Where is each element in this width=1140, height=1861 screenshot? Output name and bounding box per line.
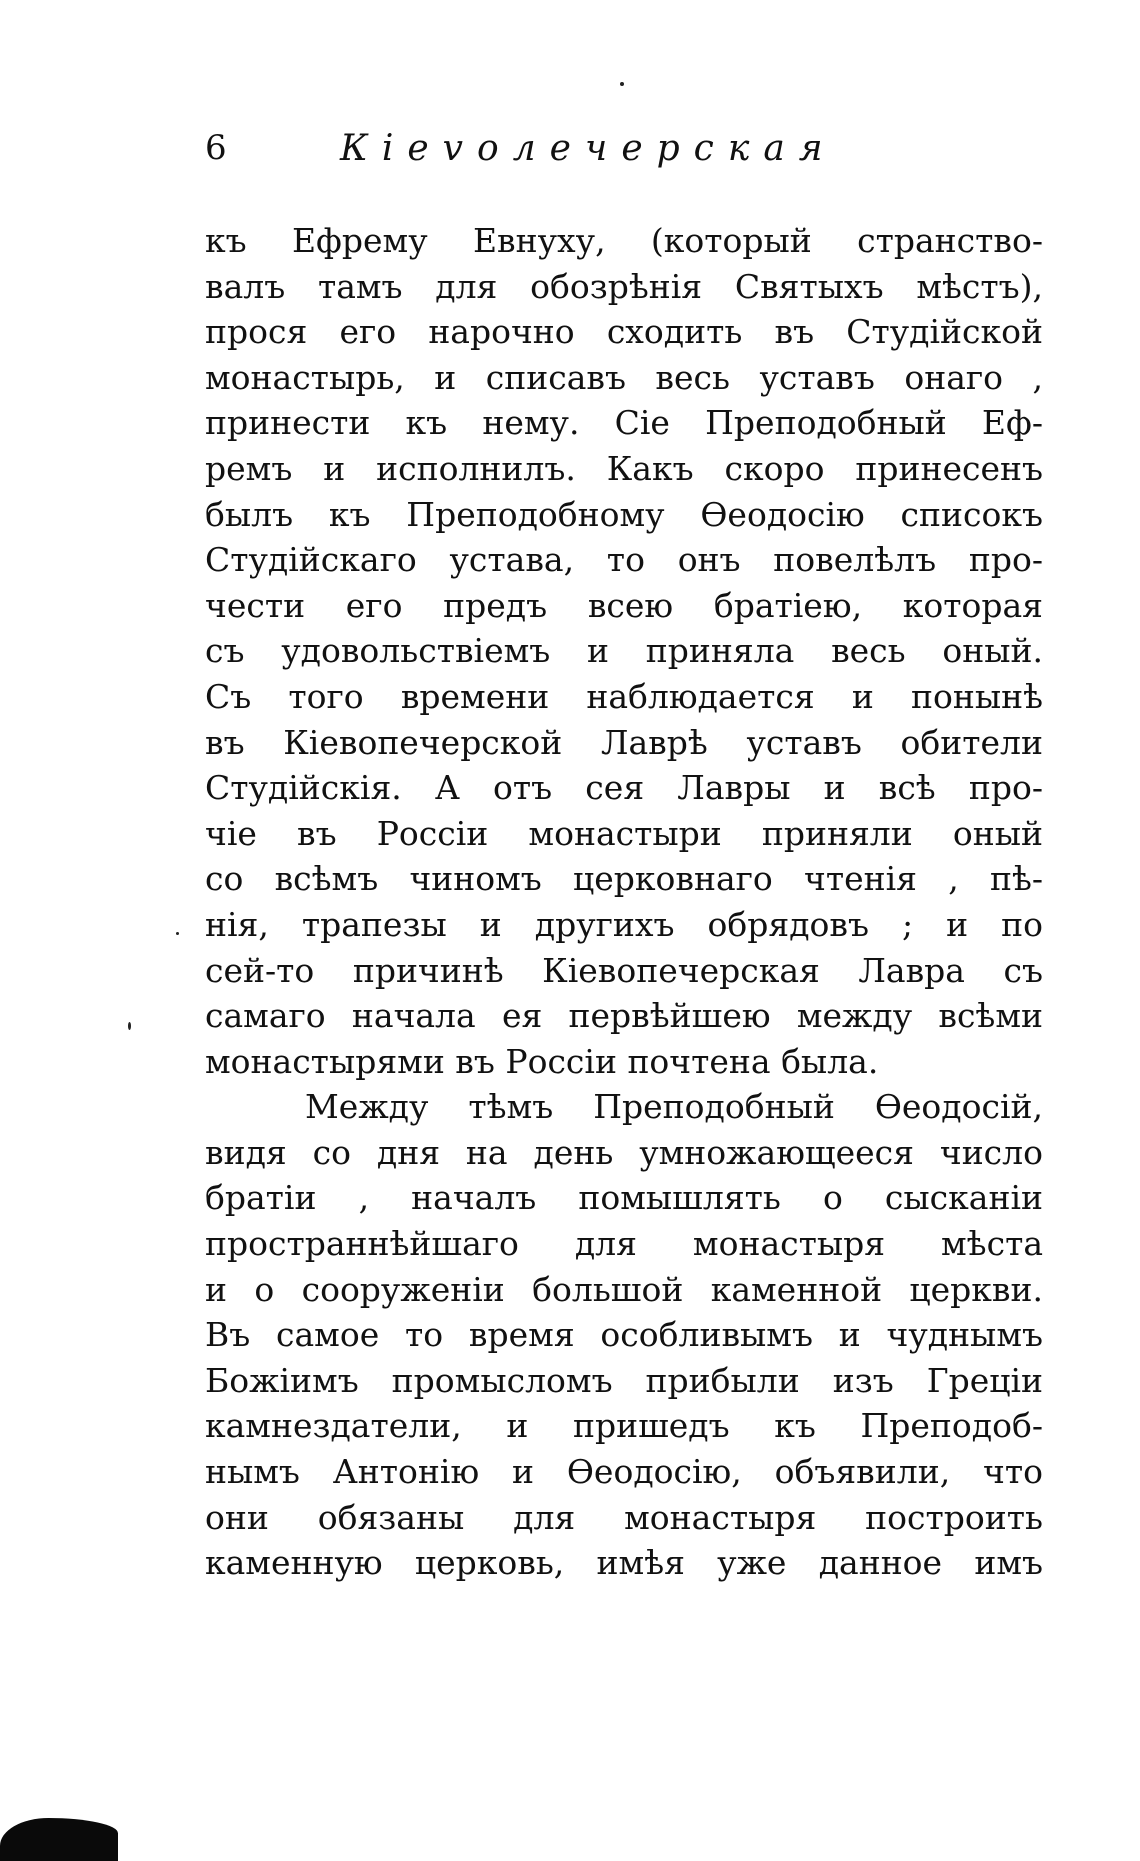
ink-speck — [176, 932, 179, 935]
text-line: нымъ Антонію и Ѳеодосію, объявили, что — [205, 1452, 1043, 1492]
text-line: они обязаны для монастыря построить — [205, 1497, 1043, 1537]
text-line: прося его нарочно сходить въ Студійской — [205, 312, 1043, 352]
text-line: нія, трапезы и другихъ обрядовъ ; и по — [205, 904, 1043, 944]
text-line: Студійскаго устава, то онъ повелѣлъ про- — [205, 540, 1043, 580]
text-line: въ Кіевопечерской Лаврѣ уставъ обители — [205, 722, 1043, 762]
text-line: ремъ и исполнилъ. Какъ скоро принесенъ — [205, 448, 1043, 488]
page-header — [205, 128, 1085, 178]
text-line: Съ того времени наблюдается и понынѣ — [205, 676, 1043, 716]
text-line: былъ къ Преподобному Ѳеодосію списокъ — [205, 494, 1043, 534]
text-line: братіи , началъ помышлять о сысканіи — [205, 1178, 1043, 1218]
text-line: Студійскія. А отъ сея Лавры и всѣ про- — [205, 768, 1043, 808]
text-line: и о сооруженіи большой каменной церкви. — [205, 1269, 1043, 1309]
paragraph-start-line: Между тѣмъ Преподобный Ѳеодосій, — [305, 1087, 1043, 1127]
body-text — [205, 218, 1043, 1586]
text-line: пространнѣйшаго для монастыря мѣста — [205, 1224, 1043, 1264]
text-line: видя со дня на день умножающееся число — [205, 1132, 1043, 1172]
text-line: сей-то причинѣ Кіевопечерская Лавра съ — [205, 950, 1043, 990]
paragraph-end-line: монастырями въ Россіи почтена была. — [205, 1041, 879, 1081]
text-line: монастырь, и списавъ весь уставъ онаго , — [205, 357, 1043, 397]
text-line: каменную церковь, имѣя уже данное имъ — [205, 1543, 1043, 1583]
page-number: 6 — [205, 128, 227, 168]
ink-speck — [620, 82, 624, 86]
text-line: со всѣмъ чиномъ церковнаго чтенія , пѣ- — [205, 859, 1043, 899]
text-line: Въ самое то время особливымъ и чуднымъ — [205, 1315, 1043, 1355]
text-line: валъ тамъ для обозрѣнія Святыхъ мѣстъ), — [205, 266, 1043, 306]
text-line: самаго начала ея первѣйшею между всѣми — [205, 996, 1043, 1036]
text-line: къ Ефрему Евнуху, (который странство- — [205, 221, 1043, 260]
text-line: Божіимъ промысломъ прибыли изъ Греціи — [205, 1360, 1043, 1400]
text-line: чіе въ Россіи монастыри приняли оный — [205, 813, 1043, 853]
text-line: принести къ нему. Сіе Преподобный Еф- — [205, 403, 1043, 443]
text-line: чести его предъ всею братіею, которая — [205, 585, 1043, 625]
ink-speck — [128, 1022, 131, 1030]
running-title: Кievолечерская — [340, 128, 837, 169]
text-line: съ удовольствіемъ и приняла весь оный. — [205, 631, 1043, 671]
scan-thumb-shadow — [0, 1818, 118, 1861]
text-line: камнездатели, и пришедъ къ Преподоб- — [205, 1406, 1043, 1446]
